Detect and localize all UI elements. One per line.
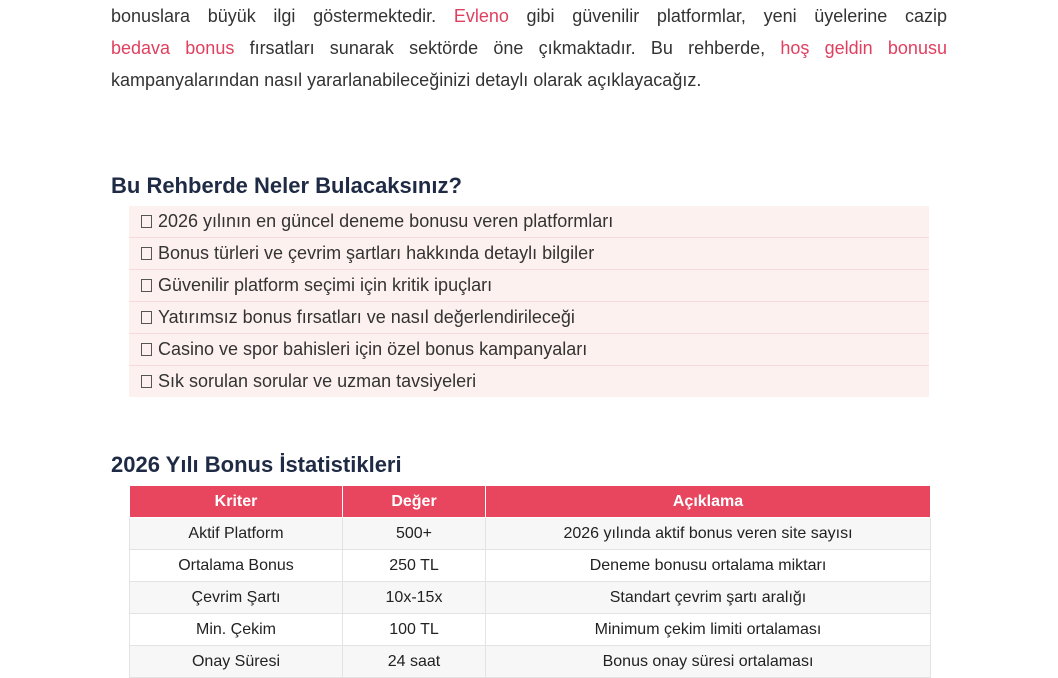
- intro-text: bonuslara büyük ilgi göstermektedir.: [111, 6, 437, 26]
- list-item-text: Casino ve spor bahisleri için özel bonus kampanyaları: [158, 339, 588, 359]
- table-cell: Aktif Platform: [130, 518, 343, 550]
- checkbox-icon: [141, 215, 152, 228]
- table-row: [130, 518, 931, 550]
- intro-line-2: [111, 32, 947, 64]
- table-row: [130, 582, 931, 614]
- list-item: [129, 334, 929, 366]
- intro-line-1: [111, 0, 947, 32]
- evleno-link[interactable]: Evleno: [453, 6, 509, 26]
- intro-line-3: kampanyalarından nasıl yararlanabileceğinizi detaylı olarak açıklayacağız.: [111, 70, 702, 90]
- table-cell: Min. Çekim: [130, 614, 343, 646]
- stats-table: [129, 485, 931, 678]
- list-item: [129, 238, 929, 270]
- list-item-text: Sık sorulan sorular ve uzman tavsiyeleri: [158, 371, 477, 391]
- column-header-aciklama: Açıklama: [486, 486, 931, 518]
- table-cell: Çevrim Şartı: [130, 582, 343, 614]
- table-cell: Ortalama Bonus: [130, 550, 343, 582]
- guide-heading: Bu Rehberde Neler Bulacaksınız?: [111, 173, 462, 198]
- column-header-kriter: Kriter: [130, 486, 343, 518]
- table-header-row: [130, 486, 931, 518]
- checkbox-icon: [141, 375, 152, 388]
- table-cell: Deneme bonusu ortalama miktarı: [486, 550, 931, 582]
- bedava-bonus-link[interactable]: bedava bonus: [111, 38, 235, 58]
- list-item-text: Bonus türleri ve çevrim şartları hakkında detaylı bilgiler: [158, 243, 595, 263]
- list-item: [129, 206, 929, 238]
- table-row: [130, 646, 931, 678]
- list-item: [129, 270, 929, 302]
- list-item: [129, 366, 929, 397]
- guide-checklist: [129, 206, 929, 397]
- table-row: [130, 614, 931, 646]
- table-row: [130, 550, 931, 582]
- checkbox-icon: [141, 311, 152, 324]
- table-cell: Minimum çekim limiti ortalaması: [486, 614, 931, 646]
- table-cell: Onay Süresi: [130, 646, 343, 678]
- table-cell: 500+: [343, 518, 486, 550]
- list-item: [129, 302, 929, 334]
- intro-text: fırsatları sunarak sektörde öne çıkmaktadır. Bu rehberde,: [249, 38, 766, 58]
- hos-geldin-bonusu-link[interactable]: hoş geldin bonusu: [780, 38, 947, 58]
- checkbox-icon: [141, 279, 152, 292]
- list-item-text: 2026 yılının en güncel deneme bonusu veren platformları: [158, 211, 614, 231]
- column-header-deger: Değer: [343, 486, 486, 518]
- checkbox-icon: [141, 247, 152, 260]
- list-item-text: Güvenilir platform seçimi için kritik ipuçları: [158, 275, 493, 295]
- table-cell: 2026 yılında aktif bonus veren site sayısı: [486, 518, 931, 550]
- intro-paragraph: [111, 0, 947, 96]
- checkbox-icon: [141, 343, 152, 356]
- table-cell: 10x-15x: [343, 582, 486, 614]
- table-cell: 250 TL: [343, 550, 486, 582]
- stats-heading: 2026 Yılı Bonus İstatistikleri: [111, 452, 402, 477]
- list-item-text: Yatırımsız bonus fırsatları ve nasıl değerlendirileceği: [158, 307, 575, 327]
- intro-text: gibi güvenilir platformlar, yeni üyelerine cazip: [526, 6, 947, 26]
- table-cell: 100 TL: [343, 614, 486, 646]
- table-cell: 24 saat: [343, 646, 486, 678]
- table-cell: Standart çevrim şartı aralığı: [486, 582, 931, 614]
- table-cell: Bonus onay süresi ortalaması: [486, 646, 931, 678]
